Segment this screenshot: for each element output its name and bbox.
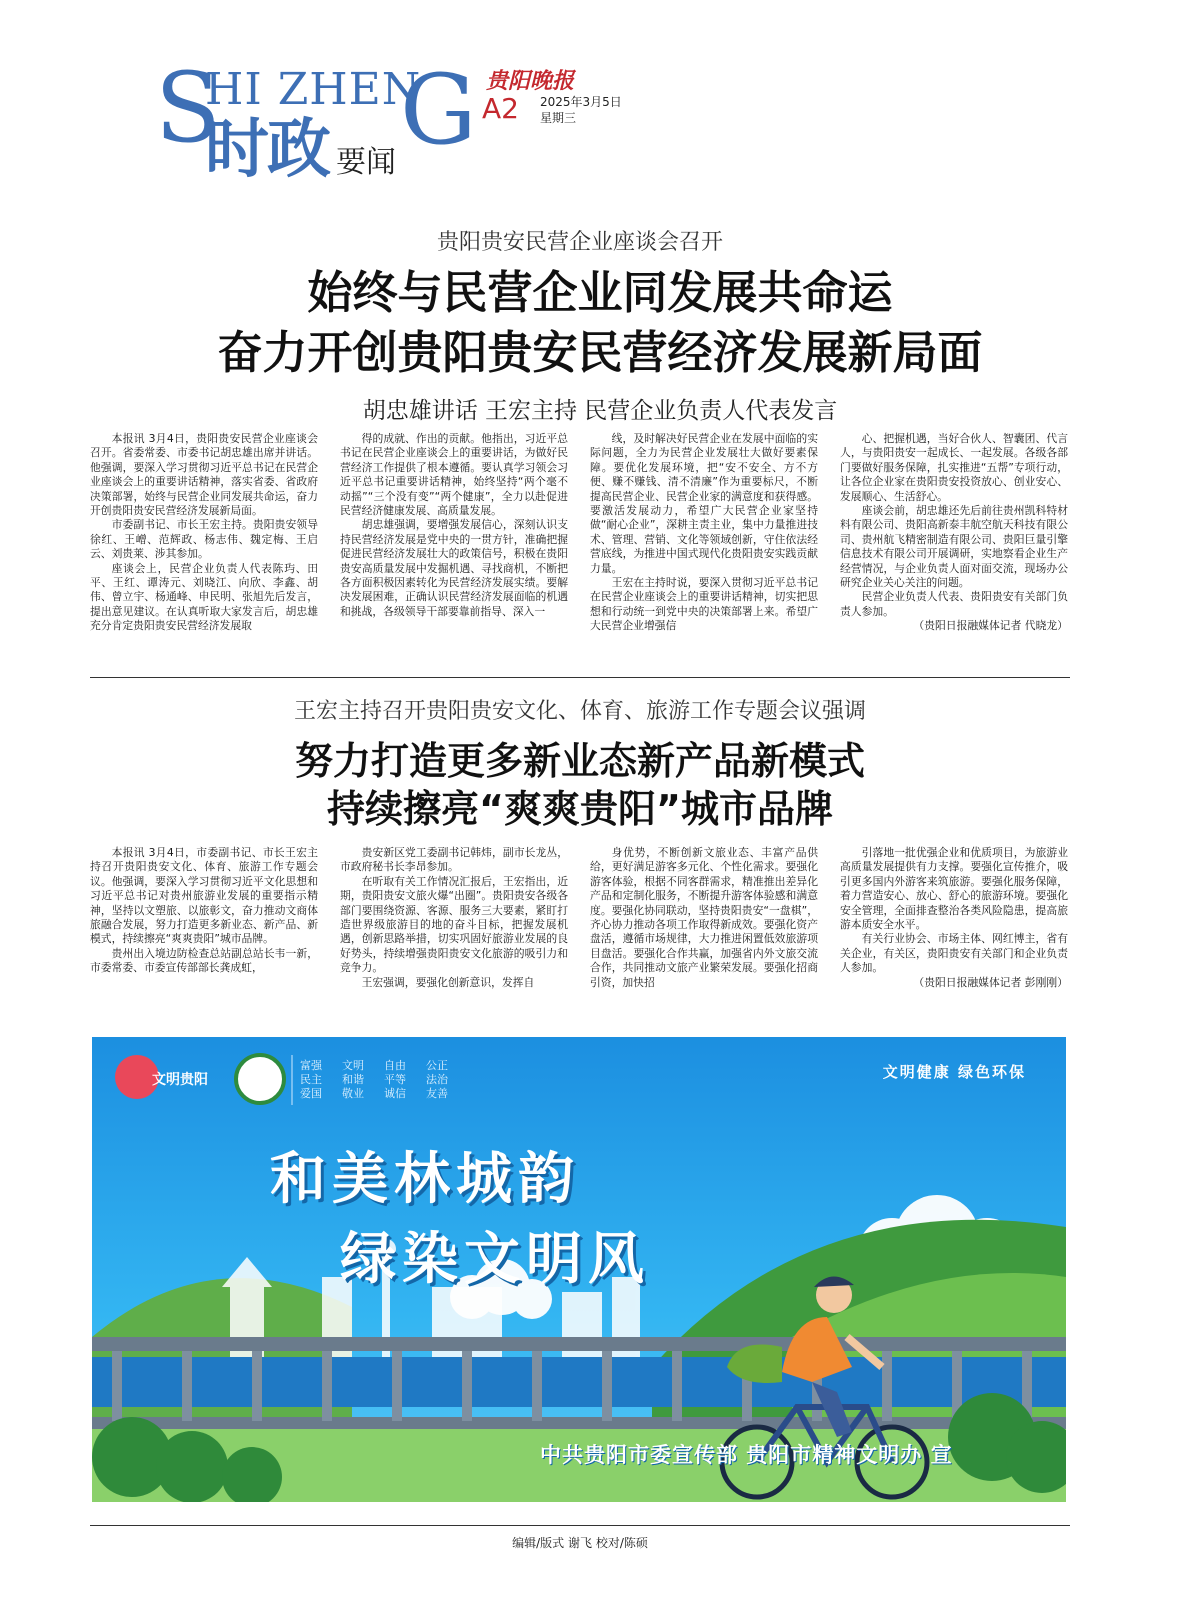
article2-title-line1: 努力打造更多新业态新产品新模式 [294,739,865,783]
article2-byline: （贵阳日报融媒体记者 彭刚刚） [913,975,1068,989]
article2-col1-text [90,846,318,976]
poster-credit: 中共贵阳市委宣传部 贵阳市精神文明办 宣 [540,1443,953,1467]
masthead-latin-hizhen: HI ZHEN [205,64,422,115]
poster-logo-text: 文明贵阳 [152,1072,208,1088]
paragraph: 本报讯 3月4日，贵阳贵安民营企业座谈会召开。省委常委、市委书记胡忠雄出席并讲话。他强调，要深入学习贯彻习近平总书记在民营企业座谈会上的重要讲话精神，落实省委、省政府决策部署，始终与民营企业同发展共命运，奋力开创贵阳贵安民营经济发展新局面。 [90,432,318,518]
article1-byline: （贵阳日报融媒体记者 代晓龙） [913,619,1068,633]
article1-column [840,432,1068,634]
core-value: 文明 [342,1059,364,1072]
article2-col2-text [340,846,568,990]
core-value: 诚信 [384,1087,406,1100]
article2-column [840,846,1068,990]
masthead-latin-s: S [155,52,221,164]
paragraph: 贵安新区党工委副书记韩炜，副市长龙丛，市政府秘书长李昂参加。 [340,846,568,874]
paragraph: 身优势，不断创新文旅业态、丰富产品供给，更好满足游客多元化、个性化需求。要强化游客体验，根据不同客群需求，精准推出差异化产品和定制化服务，不断提升游客体验感和满意度。要强化协同联动，坚持贵阳贵安“一盘棋”，齐心协力推动各项工作取得新成效。要强化资产盘活，遵循市场规律，大力推进闲置低效旅游项目盘活。要强化合作共赢，加强省内外文旅交流合作，共同推动文旅产业繁荣发展。要强化招商引资，加快招 [590,846,818,989]
issue-date-text: 2025年3月5日 [540,95,622,109]
page-footer-credits: 编辑/版式 谢飞 校对/陈硕 [512,1536,648,1550]
article2-col3-text [590,846,818,990]
paragraph: 民营企业负责人代表、贵阳贵安有关部门负责人参加。 [840,590,1068,618]
article1-col3-text [590,432,818,634]
article2-body [90,846,1068,990]
article2-col4-text [840,846,1068,976]
footer-divider [90,1525,1070,1526]
article1-title-line1: 始终与民营企业同发展共命运 [307,266,893,319]
paragraph: 座谈会前，胡忠雄还先后前往贵州凯科特材料有限公司、贵阳高新泰丰航空航天科技有限公司、贵州航飞精密制造有限公司、贵阳巨量引擎信息技术有限公司开展调研，实地察看企业生产经营情况，与企业负责人面对面交流，现场办公研究企业关心关注的问题。 [840,504,1068,590]
newspaper-name: 贵阳晚报 [486,68,575,94]
article1-body [90,432,1068,634]
article1-column [340,432,568,634]
masthead-latin-g: G [400,54,477,166]
poster-title-line1: 和美林城韵 [270,1147,580,1212]
core-value: 平等 [384,1073,406,1086]
paragraph: 在听取有关工作情况汇报后，王宏指出，近期，贵阳贵安文旅火爆“出圈”。贵阳贵安各级各部门要围绕资源、客源、服务三大要素，紧盯打造世界级旅游目的地的奋斗目标，把握发展机遇，创新思路举措，切实巩固好旅游业发展的良好势头，持续增强贵阳贵安文化旅游的吸引力和竞争力。 [340,874,568,975]
public-service-poster [92,1037,1066,1502]
article1-col4-text [840,432,1068,619]
article1-column [90,432,318,634]
core-value: 自由 [384,1059,406,1072]
article1-title-line2: 奋力开创贵阳贵安民营经济发展新局面 [217,326,983,379]
core-value: 友善 [426,1087,448,1100]
article2-column [90,846,318,990]
core-value: 法治 [426,1073,448,1086]
paragraph: 王宏强调，要强化创新意识，发挥自 [361,975,535,989]
paragraph: 有关行业协会、市场主体、网红博主，省有关企业，有关区，贵阳贵安有关部门和企业负责人参加。 [840,932,1068,975]
article1-col1-text [90,432,318,634]
core-value: 和谐 [342,1073,364,1086]
article2-column [340,846,568,990]
issue-weekday: 星期三 [540,111,577,125]
paragraph: 心、把握机遇，当好合伙人、智囊团、代言人，与贵阳贵安一起成长、一起发展。各级各部门要做好服务保障，扎实推进“五帮”专项行动，让各位企业家在贵阳贵安投资放心、创业安心、发展顺心、生活舒心。 [840,432,1068,503]
masthead-section-title: 时政 [205,113,329,187]
core-values-grid [300,1059,462,1101]
poster-slogan: 文明健康 绿色环保 [882,1063,1026,1081]
article1-column [590,432,818,634]
paragraph: 贵州出入境边防检查总站副总站长韦一新，市委常委、市委宣传部部长龚成虹， [90,946,318,975]
paragraph: 市委副书记、市长王宏主持。贵阳贵安领导徐红、王嶒、范辉政、杨志伟、魏定梅、王启云、刘贵莱、涉其参加。 [90,518,318,561]
paragraph: 线，及时解决好民营企业在发展中面临的实际问题，全力为民营企业发展壮大做好要素保障。要优化发展环境，把“安不安全、方不方便、赚不赚钱、清不清廉”作为重要标尺，不断提高民营企业、民营企业家的满意度和获得感。要激活发展动力，希望广大民营企业家坚持做“耐心企业”，深耕主责主业，集中力量推进技术、管理、营销、文化等领域创新，守住依法经营底线，为推进中国式现代化贵阳贵安实践贡献力量。 [590,432,818,575]
core-value: 公正 [426,1059,448,1072]
article2-column [590,846,818,990]
core-value: 敬业 [342,1087,364,1100]
paragraph: 胡忠雄强调，要增强发展信心，深刻认识支持民营经济发展是党中央的一贯方针，准确把握促进民营经济发展壮大的政策信号，积极在贵阳贵安高质量发展中发掘机遇、寻找商机，不断把各方面积极因素转化为民营经济发展实绩。要解决发展困难，正确认识民营经济发展面临的机遇和挑战，各级领导干部要靠前指导、深入一 [340,518,568,618]
core-value: 爱国 [300,1087,322,1100]
article2-title-line2: 持续擦亮“爽爽贵阳”城市品牌 [327,787,833,831]
issue-date [540,94,622,126]
core-value: 富强 [300,1059,322,1072]
river [92,1357,1066,1407]
article1-col2-text [340,432,568,619]
paragraph: 得的成就、作出的贡献。他指出，习近平总书记在民营企业座谈会上的重要讲话，为做好民营经济工作提供了根本遵循。要认真学习领会习近平总书记重要讲话精神，始终坚持“两个毫不动摇”“三个没有变”“两个健康”，全力以赴促进民营经济健康发展、高质量发展。 [340,432,568,518]
page-number: A2 [482,92,519,125]
poster-title-line2: 绿染文明风 [340,1227,650,1292]
paragraph: 王宏在主持时说，要深入贯彻习近平总书记在民营企业座谈会上的重要讲话精神，切实把思想和行动统一到党中央的决策部署上来。希望广大民营企业增强信 [590,576,818,633]
paragraph: 座谈会上，民营企业负责人代表陈玙、田平、王红、谭涛元、刘晓江、向欣、李鑫、胡伟、曾立宇、杨通峰、申民明、张旭先后发言，提出意见建议。在认真听取大家发言后，胡忠雄充分肯定贵阳贵安民营经济发展取 [90,561,318,633]
paragraph: 引落地一批优强企业和优质项目，为旅游业高质量发展提供有力支撑。要强化宣传推介，吸引更多国内外游客来筑旅游。要强化服务保障，着力营造安心、放心、舒心的旅游环境。要强化安全管理，全面排查整治各类风险隐患，提高旅游本质安全水平。 [840,846,1068,932]
article2-kicker: 王宏主持召开贵阳贵安文化、体育、旅游工作专题会议强调 [293,699,866,724]
article1-kicker: 贵阳贵安民营企业座谈会召开 [436,230,723,255]
railing-top [92,1337,1066,1351]
paragraph: 本报讯 3月4日，市委副书记、市长王宏主持召开贵阳贵安文化、体育、旅游工作专题会议。他强调，要深入学习贯彻习近平文化思想和习近平总书记对贵州旅游业发展的重要指示精神，坚持以文塑旅、以旅彰文，奋力推动文商体旅融合发展，努力打造更多新业态、新产品、新模式，持续擦亮“爽爽贵阳”城市品牌。 [90,846,318,946]
section-divider [90,677,1070,678]
core-value: 民主 [300,1073,322,1086]
article1-subtitle: 胡忠雄讲话 王宏主持 民营企业负责人代表发言 [362,398,838,424]
city-emblem-icon [236,1055,284,1103]
masthead-section-subtitle: 要闻 [336,145,396,180]
